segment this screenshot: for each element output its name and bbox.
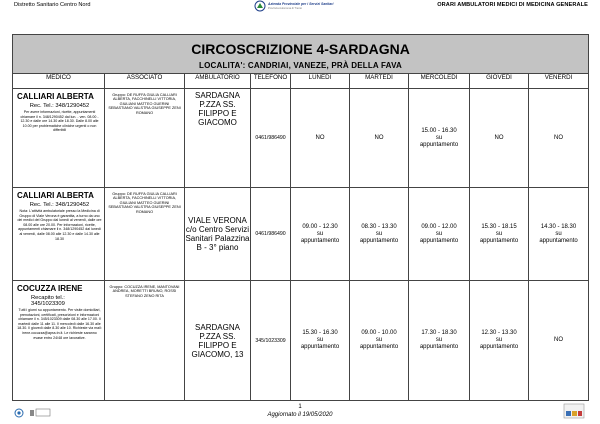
doctor-phone: Rec. Tel.: 348/1290452 bbox=[29, 103, 90, 109]
doctor-name: CALLIARI ALBERTA bbox=[17, 92, 94, 101]
monday-cell bbox=[291, 188, 350, 281]
page-subtitle: LOCALITA': CANDRIAI, VANEZE, PRÀ DELLA FAVA bbox=[199, 61, 402, 70]
hours-appointment: appuntamento bbox=[300, 237, 340, 244]
friday-cell: NO bbox=[529, 281, 589, 401]
hours-appointment: appuntamento bbox=[479, 344, 519, 350]
title-banner bbox=[13, 35, 589, 74]
tuesday-cell: NO bbox=[350, 89, 409, 188]
hours-appointment: appuntamento bbox=[479, 237, 519, 244]
hours-su: su bbox=[375, 337, 383, 343]
hours-appointment: appuntamento bbox=[419, 237, 459, 244]
hours-su: su bbox=[435, 337, 443, 343]
hours: 09.00 - 12.30 bbox=[302, 223, 338, 230]
wednesday-cell bbox=[409, 281, 470, 401]
friday-cell bbox=[529, 188, 589, 281]
doctor-cell bbox=[13, 89, 105, 188]
hours-su: su bbox=[316, 337, 324, 343]
hours-su: su bbox=[435, 230, 443, 237]
column-header: ASSOCIATO bbox=[105, 74, 185, 89]
apss-logo bbox=[254, 0, 334, 14]
schedule-table bbox=[12, 34, 589, 401]
hours-su: su bbox=[375, 230, 383, 237]
doctor-note: Nota: L'attività ambulatoriale presso la Medicina di Gruppo di Viale Verona è garantita, a turno da uno dei medici del Gruppo dal lunedì al venerdì, dalle ore 08.00 alle ore 20.00. Per informazioni, ricette, appuntamenti chiamare il n. 348/1290452 dal lunedì al venerdì, dalle 08.00 alle 12.30 e dalle 14.30 alle 18.30 bbox=[17, 209, 102, 241]
update-date: Aggiornato il 19/05/2020 bbox=[267, 412, 333, 418]
hours-appointment: appuntamento bbox=[300, 344, 340, 350]
clinic-cell: VIALE VERONA c/o Centro Servizi Sanitari Palazzina B - 3° piano bbox=[185, 188, 251, 281]
doctor-cell bbox=[13, 188, 105, 281]
column-header: MARTEDI bbox=[350, 74, 409, 89]
hours-appointment: appuntamento bbox=[359, 237, 399, 244]
apss-logo-icon bbox=[254, 0, 266, 12]
hours-su: su bbox=[316, 230, 324, 237]
logo-line1: Azienda Provinciale per i Servizi Sanitari bbox=[268, 2, 334, 6]
hours: 08.30 - 13.30 bbox=[361, 223, 397, 230]
district-name: Distretto Sanitario Centro Nord bbox=[14, 2, 91, 8]
wednesday-cell bbox=[409, 188, 470, 281]
column-header: MERCOLEDI bbox=[409, 74, 470, 89]
hours: 15.30 - 16.30 bbox=[302, 330, 338, 336]
wednesday-cell bbox=[409, 89, 470, 188]
hours: 15.30 - 18.15 bbox=[481, 223, 517, 230]
table-row bbox=[13, 281, 589, 401]
clinic-cell: SARDAGNA P.ZZA SS. FILIPPO E GIACOMO, 13 bbox=[185, 281, 251, 401]
page-title: CIRCOSCRIZIONE 4-SARDAGNA bbox=[191, 41, 410, 57]
hours: 17.30 - 18.30 bbox=[421, 330, 457, 336]
thursday-cell bbox=[470, 188, 529, 281]
associate-cell: Gruppo: DE RUFFA GIULIA CALLIARI ALBERTA, FACCHINELLI VITTORIA, GIULIANI MATTEO GUERINI SEBASTIANO VALSTRA GIUSEPPE ZENI ROMANO bbox=[105, 188, 185, 281]
hours-appointment: appuntamento bbox=[419, 344, 459, 350]
column-header: LUNEDI bbox=[291, 74, 350, 89]
phone-cell: 0461/986490 bbox=[251, 188, 291, 281]
hours-su: su bbox=[435, 134, 443, 141]
page-number: 1 bbox=[298, 404, 302, 410]
doctor-cell bbox=[13, 281, 105, 401]
column-header: MEDICO bbox=[13, 74, 105, 89]
doctor-note: Tutti i giorni su appuntamento. Per visite domiciliari, prenotazioni, certificati, prescrizioni e informazioni chiamare il n. 345/1023309 dalle 08.30 alle 17.00. Il martedì dalle 11 alle 11. Il mercoledì dalle 16.30 alle 18.30. Il giovedì dalle 8.30 alle 10. Richieste via mail: irene.cocuzza@apss.tn.it. Le richieste saranno evase entro 24/48 ore lavorative. bbox=[17, 308, 102, 340]
column-header: TELEFONO bbox=[251, 74, 291, 89]
hours-appointment: appuntamento bbox=[359, 344, 399, 350]
friday-cell: NO bbox=[529, 89, 589, 188]
logo-line2: Provincia Autonoma di Trento bbox=[268, 7, 302, 10]
doctor-note: Per avere informazioni, ricette, appuntamenti chiamare il n. 348/1290452 dal lun. - ven. 08.00 - 12.30 e dalle ore 14.30 alle 18.30. Dalle 8.00 alle 10.00 per problematiche cliniche urgenti o non differibili bbox=[20, 110, 99, 133]
phone-cell: 345/1023309 bbox=[251, 281, 291, 401]
hours-su: su bbox=[495, 230, 503, 237]
doctor-name: CALLIARI ALBERTA bbox=[17, 191, 94, 200]
hours: 09.00 - 10.00 bbox=[361, 330, 397, 336]
hours: 14.30 - 18.30 bbox=[540, 223, 577, 230]
document-header-title: ORARI AMBULATORI MEDICI DI MEDICINA GENERALE bbox=[437, 2, 588, 8]
clinic-cell: SARDAGNA P.ZZA SS. FILIPPO E GIACOMO bbox=[185, 89, 251, 188]
hours-appointment: appuntamento bbox=[419, 141, 459, 148]
monday-cell: NO bbox=[291, 89, 350, 188]
hours-su: su bbox=[495, 337, 503, 343]
column-header-row bbox=[13, 74, 589, 89]
tuesday-cell bbox=[350, 188, 409, 281]
hours: 09.00 - 12.00 bbox=[421, 223, 457, 230]
column-header: VENERDI bbox=[529, 74, 589, 89]
doctor-phone: Recapito tel.: 345/1023309 bbox=[31, 295, 65, 307]
footer-logo-right bbox=[562, 402, 586, 420]
thursday-cell: NO bbox=[470, 89, 529, 188]
column-header: GIOVEDI bbox=[470, 74, 529, 89]
associate-cell: Gruppo: DE RUFFA GIULIA CALLIARI ALBERTA, FACCHINELLI VITTORIA, GIULIANI MATTEO GUERINI SEBASTIANO VALSTRA GIUSEPPE ZENI ROMANO bbox=[105, 89, 185, 188]
associate-cell: Gruppo: COCUZZA IRENE, MANTOVANI ANDREA, MORETTI BRUNO, ROSSI STEFANO ZENO RITA bbox=[105, 281, 185, 401]
hours: 15.00 - 16.30 bbox=[421, 127, 457, 134]
phone-cell: 0461/986490 bbox=[251, 89, 291, 188]
monday-cell bbox=[291, 281, 350, 401]
hours-appointment: appuntamento bbox=[539, 237, 578, 244]
table-row bbox=[13, 188, 589, 281]
doctor-name: COCUZZA IRENE bbox=[17, 284, 83, 293]
column-header: AMBULATORIO bbox=[185, 74, 251, 89]
hours: 12.30 - 13.30 bbox=[481, 330, 517, 336]
tuesday-cell bbox=[350, 281, 409, 401]
thursday-cell bbox=[470, 281, 529, 401]
hours-su: su bbox=[555, 230, 562, 237]
table-row bbox=[13, 89, 589, 188]
doctor-phone: Rec. Tel.: 348/1290452 bbox=[29, 202, 90, 208]
